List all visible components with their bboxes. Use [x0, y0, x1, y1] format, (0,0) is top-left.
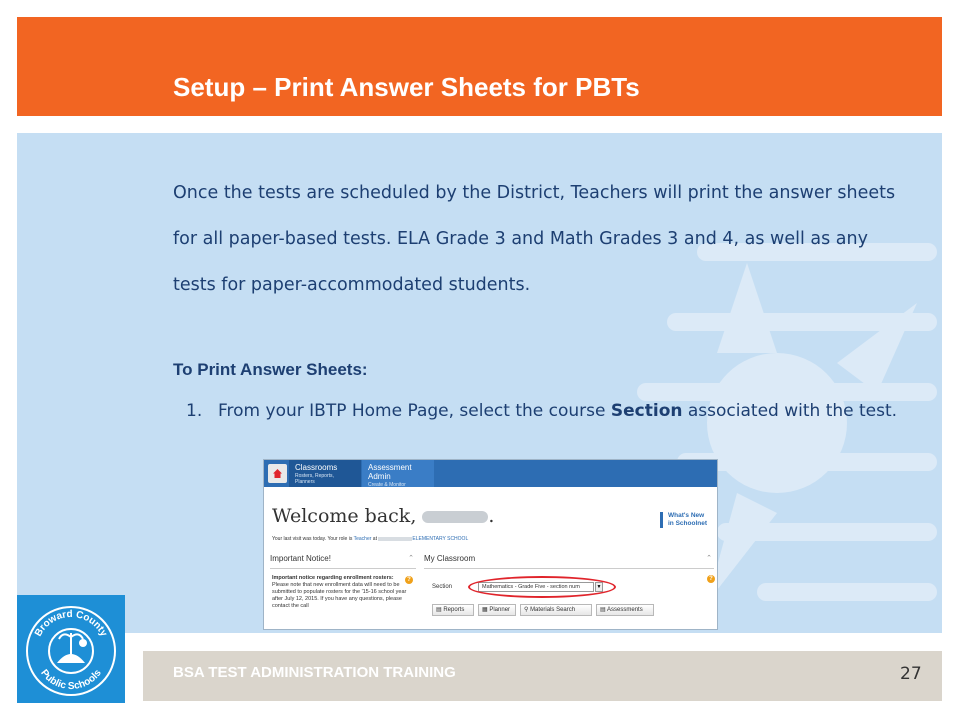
- svg-text:Broward County: Broward County: [32, 608, 110, 639]
- screenshot-nav-bar: [264, 460, 718, 487]
- assessments-button[interactable]: ▤ Assessments: [596, 604, 654, 616]
- footer-title: BSA TEST ADMINISTRATION TRAINING: [173, 664, 456, 681]
- section-label: Section: [432, 584, 453, 590]
- planner-button[interactable]: ▦ Planner: [478, 604, 516, 616]
- step-text: From your IBTP Home Page, select the course Section associated with the test.: [218, 401, 898, 421]
- reports-button[interactable]: ▤ Reports: [432, 604, 474, 616]
- tab-assessment-admin[interactable]: Assessment Admin Create & Monitor: [362, 460, 434, 487]
- slide-title: Setup – Print Answer Sheets for PBTs: [173, 72, 640, 102]
- last-visit-text: Your last visit was today. Your role is Teacher at ELEMENTARY SCHOOL: [272, 536, 469, 542]
- broward-county-logo: [17, 595, 125, 703]
- tab-classrooms[interactable]: Classrooms Rosters, Reports, Planners: [289, 460, 361, 487]
- chevron-up-icon[interactable]: ⌃: [408, 555, 414, 562]
- dropdown-arrow-icon[interactable]: ▼: [596, 584, 602, 590]
- chevron-up-icon[interactable]: ⌃: [706, 555, 712, 562]
- whats-new-link[interactable]: What's New in Schoolnet: [660, 512, 707, 528]
- redacted-name: [422, 511, 488, 523]
- step-number: 1.: [186, 401, 203, 421]
- help-icon[interactable]: ?: [405, 576, 413, 584]
- embedded-screenshot: [263, 459, 718, 630]
- materials-search-button[interactable]: ⚲ Materials Search: [520, 604, 592, 616]
- home-button[interactable]: [268, 464, 287, 483]
- procedure-heading: To Print Answer Sheets:: [173, 360, 368, 379]
- redacted-school: [378, 537, 412, 541]
- notice-body: Important notice regarding enrollment rosters: Please note that new enrollment data will need to be submitted to populate rosters for the '15-16 school year after July 12, 2015. If you have any questions, please contact the call: [272, 575, 407, 609]
- section-select[interactable]: Mathematics - Grade Five - section num: [478, 582, 594, 592]
- home-icon: [271, 467, 284, 480]
- welcome-heading: Welcome back, .: [272, 505, 495, 527]
- step-keyword: Section: [610, 401, 683, 421]
- intro-paragraph: Once the tests are scheduled by the District, Teachers will print the answer sheets for all paper-based tests. ELA Grade 3 and Math Grades 3 and 4, as well as any tests for paper-accommodated students.: [173, 183, 896, 295]
- district-seal-icon: [17, 595, 125, 703]
- notice-panel-header: Important Notice! ⌃: [270, 554, 416, 569]
- classroom-panel-header: My Classroom ⌃: [424, 554, 714, 569]
- svg-text:Public Schools: Public Schools: [38, 667, 104, 693]
- highlight-oval: [468, 576, 616, 598]
- help-icon[interactable]: ?: [707, 575, 715, 583]
- page-number: 27: [900, 664, 922, 684]
